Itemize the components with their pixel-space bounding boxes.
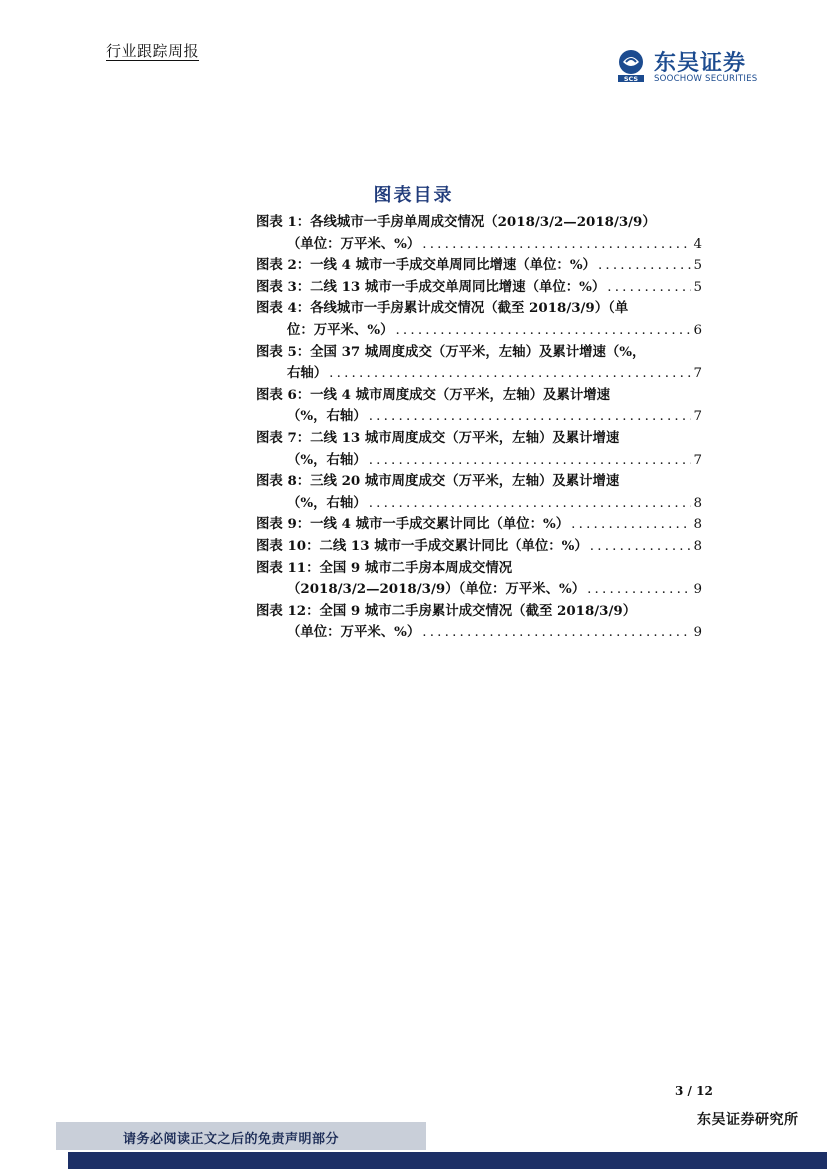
toc-entry-line [256, 255, 702, 277]
toc-entry-line [256, 212, 702, 234]
toc-leader-dots [369, 406, 692, 428]
footer-organization: 东吴证券研究所 [697, 1112, 799, 1128]
toc-entry[interactable] [256, 342, 702, 385]
toc-entry[interactable] [256, 601, 702, 644]
toc-entry[interactable] [256, 212, 702, 255]
toc-entry-line [256, 363, 702, 385]
toc-entry-text: 图表 3：二线 13 城市一手成交单周同比增速（单位：%） [256, 278, 606, 295]
toc-entry-line [256, 579, 702, 601]
toc-entry[interactable] [256, 536, 702, 558]
toc-entry-line [256, 514, 702, 536]
toc-page-number: 7 [693, 366, 702, 382]
scs-logo-icon [614, 48, 648, 82]
toc-entry-line [256, 277, 702, 299]
disclaimer-text: 请务必阅读正文之后的免责声明部分 [123, 1132, 340, 1147]
toc-entry-line [256, 320, 702, 342]
toc-entry[interactable] [256, 277, 702, 299]
toc-leader-dots [395, 320, 691, 342]
toc-page-number: 5 [693, 258, 702, 274]
toc-entry[interactable] [256, 428, 702, 471]
toc-entry[interactable] [256, 385, 702, 428]
toc-leader-dots [422, 234, 691, 256]
toc-page-number: 9 [693, 625, 702, 641]
toc-entry-line [256, 471, 702, 493]
toc-entry-text: （单位：万平米、%） [287, 624, 421, 641]
toc-leader-dots [571, 514, 691, 536]
footer-bar [68, 1152, 827, 1169]
toc-entry-text: 图表 5：全国 37 城周度成交（万平米，左轴）及累计增速（%， [256, 343, 646, 360]
toc-entry-line [256, 450, 702, 472]
toc-entry-text: 图表 11：全国 9 城市二手房本周成交情况 [256, 559, 513, 576]
toc-entry[interactable] [256, 298, 702, 341]
toc-entry-line [256, 298, 702, 320]
toc-entry-text: 图表 9：一线 4 城市一手成交累计同比（单位：%） [256, 516, 570, 533]
toc-entry-text: 图表 7：二线 13 城市周度成交（万平米，左轴）及累计增速 [256, 429, 620, 446]
toc-page-number: 4 [693, 236, 702, 252]
toc-entry-text: 右轴） [287, 365, 328, 382]
toc-entry-line [256, 406, 702, 428]
page-number: 3 / 12 [675, 1084, 713, 1098]
toc-leader-dots [590, 536, 692, 558]
toc-entry-line [256, 234, 702, 256]
toc-page-number: 7 [693, 409, 702, 425]
toc-entry-text: 图表 4：各线城市一手房累计成交情况（截至 2018/3/9）（单 [256, 300, 629, 317]
toc-entry-line [256, 536, 702, 558]
table-of-figures [256, 212, 702, 644]
toc-leader-dots [598, 255, 692, 277]
toc-entry-text: （2018/3/2—2018/3/9）（单位：万平米、%） [287, 581, 586, 598]
toc-title: 图表目录 [373, 185, 454, 206]
toc-entry[interactable] [256, 471, 702, 514]
report-type-header: 行业跟踪周报 [106, 42, 200, 60]
logo-english-name: SOOCHOW SECURITIES [654, 74, 758, 84]
toc-page-number: 8 [693, 517, 702, 533]
toc-page-number: 7 [693, 452, 702, 468]
toc-page-number: 8 [693, 495, 702, 511]
toc-leader-dots [607, 277, 691, 299]
toc-leader-dots [587, 579, 691, 601]
toc-entry-text: 图表 2：一线 4 城市一手成交单周同比增速（单位：%） [256, 257, 596, 274]
toc-entry-text: 图表 6：一线 4 城市周度成交（万平米，左轴）及累计增速 [256, 386, 610, 403]
toc-entry-text: （%，右轴） [287, 451, 367, 468]
toc-leader-dots [422, 622, 691, 644]
toc-entry[interactable] [256, 558, 702, 601]
toc-leader-dots [369, 450, 692, 472]
toc-entry[interactable] [256, 514, 702, 536]
toc-page-number: 5 [693, 279, 702, 295]
toc-entry-line [256, 385, 702, 407]
toc-entry-text: 图表 8：三线 20 城市周度成交（万平米，左轴）及累计增速 [256, 473, 620, 490]
toc-entry-line [256, 601, 702, 623]
toc-leader-dots [369, 493, 692, 515]
toc-entry-line [256, 622, 702, 644]
toc-entry-line [256, 558, 702, 580]
toc-entry-text: 图表 12：全国 9 城市二手房累计成交情况（截至 2018/3/9） [256, 602, 637, 619]
toc-page-number: 8 [693, 538, 702, 554]
toc-page-number: 6 [693, 322, 702, 338]
toc-leader-dots [329, 363, 691, 385]
toc-entry-text: （%，右轴） [287, 408, 367, 425]
svg-text:SCS: SCS [623, 75, 639, 82]
toc-entry-line [256, 428, 702, 450]
toc-entry-text: 图表 1：各线城市一手房单周成交情况（2018/3/2—2018/3/9） [256, 214, 656, 230]
toc-entry-text: （单位：万平米、%） [287, 235, 421, 252]
toc-entry-line [256, 342, 702, 364]
toc-entry-text: 图表 10：二线 13 城市一手成交累计同比（单位：%） [256, 537, 588, 554]
soochow-securities-logo [614, 48, 780, 86]
toc-entry-text: （%，右轴） [287, 494, 367, 511]
toc-entry-line [256, 493, 702, 515]
toc-entry[interactable] [256, 255, 702, 277]
toc-entry-text: 位：万平米、%） [287, 321, 394, 338]
toc-page-number: 9 [693, 582, 702, 598]
logo-chinese-name: 东吴证券 [654, 51, 747, 76]
